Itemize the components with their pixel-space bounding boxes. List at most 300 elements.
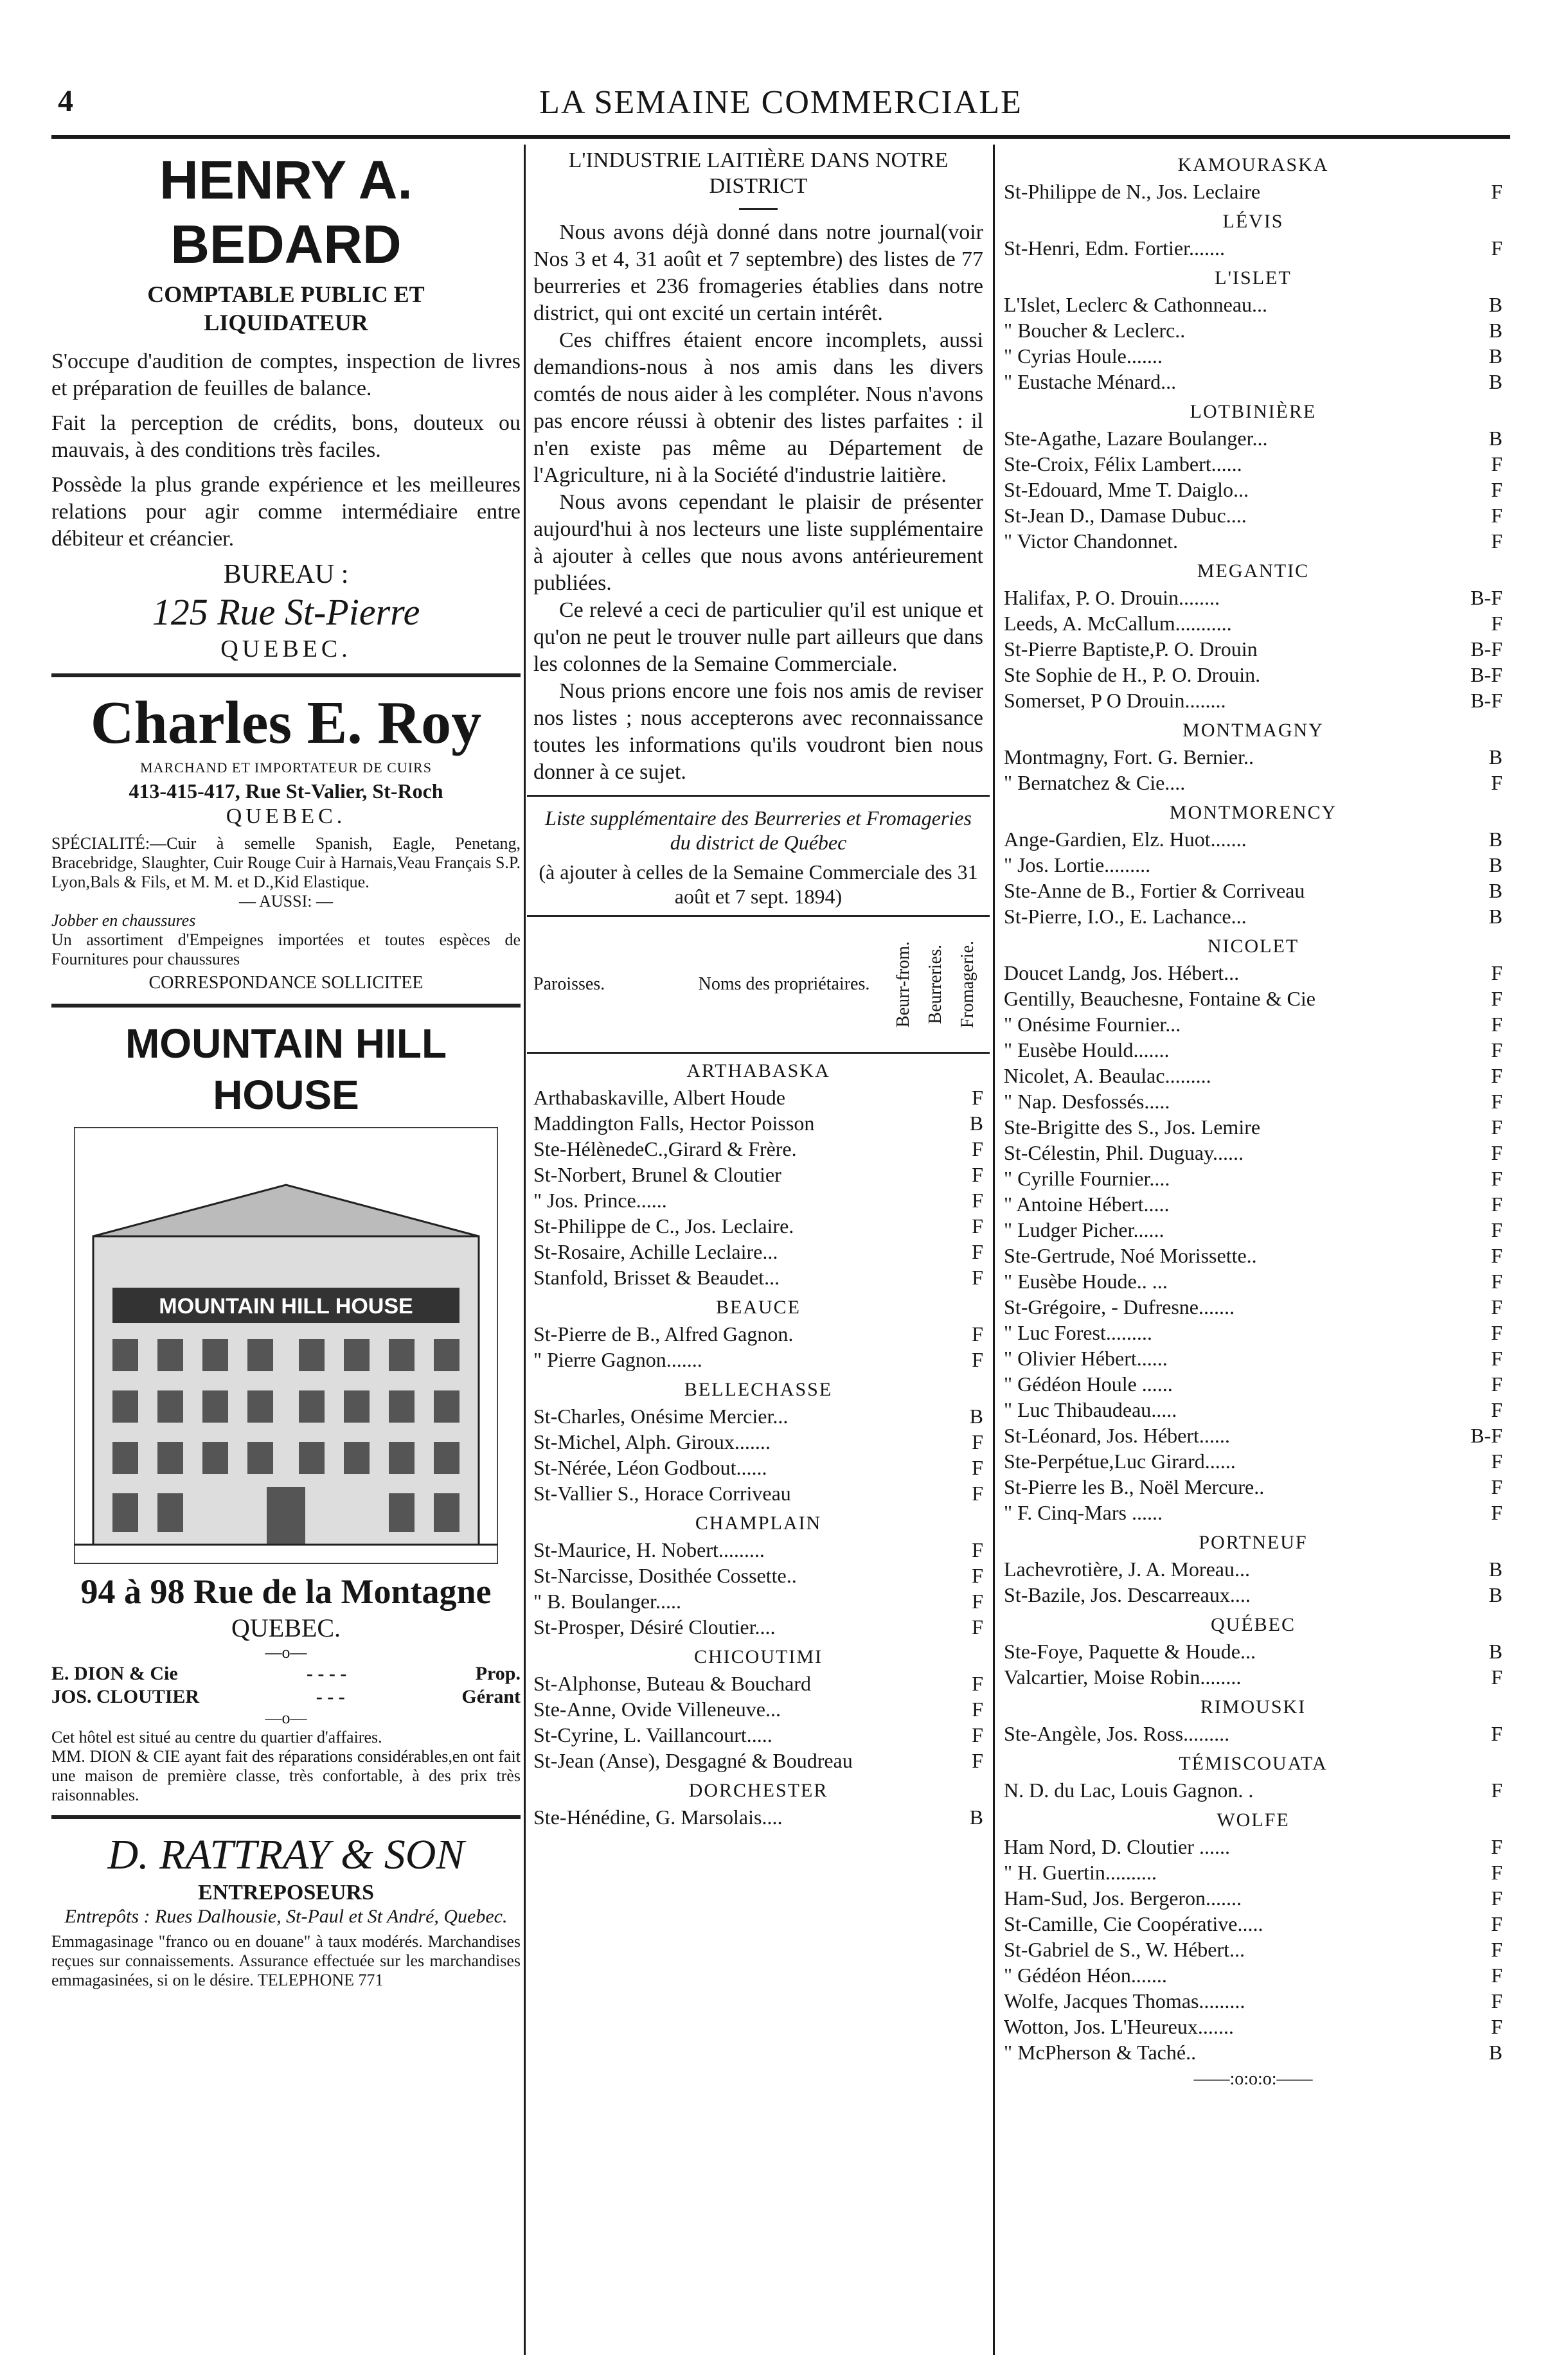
ad-separator	[51, 1815, 521, 1819]
advertisement-column	[51, 148, 521, 1990]
ad-bedard-text-2: Fait la perception de crédits, bons, douteux ou mauvais, à des conditions très faciles.	[51, 411, 521, 462]
county-heading: L'ISLET	[1215, 267, 1292, 289]
list-item	[1004, 1371, 1503, 1397]
list-item-name: Ham Nord, D. Cloutier ......	[1004, 1835, 1230, 1858]
list-item	[533, 1110, 983, 1136]
list-note: (à ajouter à celles de la Semaine Commerciale des 31 août et 7 sept. 1894)	[539, 860, 978, 908]
list-item	[1004, 369, 1503, 395]
list-item-name: " Boucher & Leclerc..	[1004, 319, 1186, 342]
list-item	[533, 1162, 983, 1187]
list-item-type: F	[1491, 1064, 1503, 1087]
list-item	[1004, 1448, 1503, 1474]
list-item-type: B	[969, 1806, 983, 1829]
list-item-type: F	[1491, 1347, 1503, 1370]
list-item-name: St-Jean (Anse), Desgagné & Boudreau	[533, 1749, 853, 1772]
list-item-type: F	[972, 1456, 983, 1479]
list-item-name: St-Edouard, Mme T. Daiglo...	[1004, 478, 1249, 501]
county-heading: PORTNEUF	[1199, 1532, 1308, 1553]
list-item-type: B-F	[1470, 586, 1503, 609]
county-heading: TÉMISCOUATA	[1179, 1753, 1328, 1774]
list-item	[1004, 1320, 1503, 1345]
list-item-type: F	[1491, 1665, 1503, 1689]
list-item-name: St-Cyrine, L. Vaillancourt.....	[533, 1723, 772, 1746]
list-item-name: St-Narcisse, Dosithée Cossette..	[533, 1564, 797, 1587]
ad-charles-roy	[51, 688, 521, 993]
list-item	[1004, 1988, 1503, 2014]
county-heading: MONTMORENCY	[1169, 802, 1337, 823]
list-item	[1004, 1474, 1503, 1500]
list-item	[1004, 451, 1503, 477]
county-heading: BEAUCE	[716, 1297, 801, 1318]
article-paragraph: Nous prions encore une fois nos amis de reviser nos listes ; nous accepterons avec reconnaissance toutes les informations qu'ils voudront bien nous donner à ce sujet.	[533, 679, 983, 784]
list-item	[1004, 1962, 1503, 1988]
list-item-type: B	[969, 1112, 983, 1135]
end-mark: ——:o:o:o:——	[1193, 2069, 1313, 2089]
county-heading: KAMOURASKA	[1177, 154, 1329, 175]
list-item-type: F	[1491, 612, 1503, 635]
ad-hotel-manager	[51, 1685, 521, 1709]
list-item-name: Ste-Perpétue,Luc Girard......	[1004, 1450, 1236, 1473]
list-item	[533, 1213, 983, 1239]
list-item-name: St-Pierre Baptiste,P. O. Drouin	[1004, 637, 1258, 661]
list-item	[1004, 1294, 1503, 1320]
list-item-type: F	[1491, 987, 1503, 1010]
list-item-type: F	[1491, 1887, 1503, 1910]
list-item	[533, 1187, 983, 1213]
list-item-name: Wotton, Jos. L'Heureux.......	[1004, 2015, 1234, 2038]
list-item-type: F	[1491, 1450, 1503, 1473]
list-item-name: " Victor Chandonnet.	[1004, 529, 1178, 553]
ad-rattray-trade: ENTREPOSEURS	[198, 1881, 374, 1905]
ad-hotel-name: MOUNTAIN HILL HOUSE	[125, 1020, 447, 1118]
ad-roy-name: Charles E. Roy	[90, 689, 482, 756]
list-title: Liste supplémentaire des Beurreries et Fromageries du district de Québec	[545, 806, 972, 854]
column-rule-1	[524, 145, 526, 2355]
list-item-type: F	[972, 1672, 983, 1695]
list-item-type: B	[1488, 427, 1503, 450]
county-heading: ARTHABASKA	[686, 1060, 830, 1081]
ad-bedard-text-1: S'occupe d'audition de comptes, inspection de livres et préparation de feuilles de balance.	[51, 350, 521, 400]
list-item-type: F	[972, 1240, 983, 1263]
list-item-name: " Gédéon Houle ......	[1004, 1372, 1173, 1396]
list-item-type: F	[1491, 1938, 1503, 1961]
list-item-name: Ste-Hénédine, G. Marsolais....	[533, 1806, 783, 1829]
list-item-name: " Gédéon Héon.......	[1004, 1964, 1167, 1987]
ad-roy-jobber: Jobber en chaussures	[51, 911, 196, 930]
list-item	[533, 1265, 983, 1290]
list-item	[1004, 1268, 1503, 1294]
list-item-name: Halifax, P. O. Drouin........	[1004, 586, 1220, 609]
ad-hotel-prop-name: E. DION & Cie	[51, 1663, 178, 1684]
list-item-type: B-F	[1470, 663, 1503, 686]
list-item-name: Ste-Gertrude, Noé Morissette..	[1004, 1244, 1257, 1267]
list-item	[1004, 1556, 1503, 1582]
list-item-name: L'Islet, Leclerc & Cathonneau...	[1004, 293, 1268, 316]
list-item-name: Ange-Gardien, Elz. Huot.......	[1004, 828, 1247, 851]
list-item-name: " Luc Forest.........	[1004, 1321, 1152, 1344]
list-item	[533, 1614, 983, 1640]
list-item-type: B	[1488, 2041, 1503, 2064]
list-item-name: St-Pierre les B., Noël Mercure..	[1004, 1475, 1265, 1498]
header-noms: Noms des propriétaires.	[698, 974, 870, 994]
list-item-name: " Ludger Picher......	[1004, 1218, 1164, 1241]
list-item-name: St-Pierre de B., Alfred Gagnon.	[533, 1322, 794, 1345]
list-item-name: Nicolet, A. Beaulac.........	[1004, 1064, 1211, 1087]
list-item-type: F	[972, 1564, 983, 1587]
ad-hotel-address: 94 à 98 Rue de la Montagne	[80, 1572, 492, 1611]
list-item-name: Maddington Falls, Hector Poisson	[533, 1112, 815, 1135]
list-item	[533, 1804, 983, 1830]
list-item	[1004, 585, 1503, 610]
list-item-name: St-Léonard, Jos. Hébert......	[1004, 1424, 1230, 1447]
list-item-type: F	[1491, 1722, 1503, 1745]
list-rule	[527, 795, 990, 797]
ad-hotel-gerant-name: JOS. CLOUTIER	[51, 1686, 200, 1707]
list-item-type: F	[972, 1348, 983, 1371]
list-item-type: F	[972, 1322, 983, 1345]
list-item	[1004, 744, 1503, 770]
list-item-type: F	[1491, 1270, 1503, 1293]
page-number: 4	[58, 84, 73, 118]
list-item	[533, 1480, 983, 1506]
page-header	[58, 77, 1504, 129]
list-item-type: F	[972, 1723, 983, 1746]
list-item	[1004, 179, 1503, 204]
list-item	[1004, 903, 1503, 929]
ad-hotel-separator: —o—	[265, 1709, 307, 1727]
header-paroisses: Paroisses.	[533, 974, 605, 994]
list-item	[1004, 528, 1503, 554]
county-heading: RIMOUSKI	[1200, 1696, 1307, 1718]
list-item	[1004, 1191, 1503, 1217]
county-heading: LOTBINIÈRE	[1190, 401, 1317, 422]
list-item	[533, 1429, 983, 1455]
list-item-name: " Eusèbe Houde.. ...	[1004, 1270, 1168, 1293]
list-item-name: " Antoine Hébert.....	[1004, 1193, 1170, 1216]
list-item	[1004, 1397, 1503, 1423]
list-item	[1004, 636, 1503, 662]
list-item-name: " Eustache Ménard...	[1004, 370, 1177, 393]
ad-roy-specialty: SPÉCIALITÉ:—Cuir à semelle Spanish, Eagle, Penetang, Bracebridge, Slaughter, Cuir Rouge Cuir à Harnais,Veau Français S.P. Lyon,Bals & Fils, et M. M. et D.,Kid Elastique.	[51, 834, 521, 891]
ad-roy-correspondence: CORRESPONDANCE SOLLICITEE	[148, 973, 424, 993]
list-item-type: B	[1488, 745, 1503, 768]
list-item	[533, 1696, 983, 1722]
list-item-type: B	[969, 1405, 983, 1428]
list-item	[1004, 292, 1503, 317]
list-item-name: Valcartier, Moise Robin........	[1004, 1665, 1242, 1689]
list-item	[1004, 1860, 1503, 1885]
list-item-type: F	[1491, 1295, 1503, 1319]
list-item-name: Ste-Croix, Félix Lambert......	[1004, 452, 1242, 475]
article-column	[527, 148, 990, 1830]
list-item-name: Ste-Angèle, Jos. Ross.........	[1004, 1722, 1230, 1745]
list-item-type: F	[1491, 1141, 1503, 1164]
ad-roy-trade: MARCHAND ET IMPORTATEUR DE CUIRS	[140, 759, 432, 776]
supplement-list-part-2	[996, 154, 1510, 2065]
list-item-type: F	[1491, 1115, 1503, 1139]
list-item-type: F	[1491, 1501, 1503, 1524]
list-item-type: F	[1491, 1989, 1503, 2012]
list-item-name: St-Philippe de N., Jos. Leclaire	[1004, 180, 1261, 203]
list-item-type: F	[972, 1698, 983, 1721]
list-item	[1004, 878, 1503, 903]
list-item-type: F	[972, 1266, 983, 1289]
list-item-type: F	[1491, 771, 1503, 794]
list-item	[533, 1563, 983, 1588]
list-item	[533, 1403, 983, 1429]
list-item	[1004, 1063, 1503, 1088]
list-item-type: F	[972, 1615, 983, 1638]
ad-roy-aussi: — AUSSI: —	[239, 892, 333, 910]
list-item-name: St-Henri, Edm. Fortier.......	[1004, 236, 1225, 260]
list-item	[1004, 1937, 1503, 1962]
county-heading: WOLFE	[1217, 1809, 1290, 1831]
ad-roy-assortment: Un assortiment d'Empeignes importées et toutes espèces de Fournitures pour chaussures	[51, 930, 521, 968]
list-item-type: F	[972, 1086, 983, 1109]
list-item-type: B	[1488, 1558, 1503, 1581]
list-item-name: St-Gabriel de S., W. Hébert...	[1004, 1938, 1245, 1961]
list-item-name: Ste-Anne, Ovide Villeneuve...	[533, 1698, 781, 1721]
list-item-type: F	[972, 1538, 983, 1561]
list-item	[1004, 1638, 1503, 1664]
list-item-type: F	[972, 1430, 983, 1453]
list-item-name: St-Nérée, Léon Godbout......	[533, 1456, 767, 1479]
list-item-type: F	[972, 1214, 983, 1238]
list-item	[533, 1722, 983, 1748]
list-item-type: F	[972, 1482, 983, 1505]
list-item-type: F	[1491, 1372, 1503, 1396]
list-item-name: St-Maurice, H. Nobert.........	[533, 1538, 765, 1561]
list-item	[1004, 1345, 1503, 1371]
list-item-name: " Cyrias Houle.......	[1004, 344, 1163, 368]
county-heading: BELLECHASSE	[684, 1379, 833, 1400]
list-item-name: Leeds, A. McCallum...........	[1004, 612, 1232, 635]
list-item-type: B	[1488, 853, 1503, 876]
list-item-name: St-Alphonse, Buteau & Bouchard	[533, 1672, 811, 1695]
list-item-type: B-F	[1470, 689, 1503, 712]
list-item-name: St-Bazile, Jos. Descarreaux....	[1004, 1583, 1251, 1606]
list-item-type: F	[1491, 1090, 1503, 1113]
supplement-list-part-1	[527, 1060, 990, 1830]
list-item-type: F	[1491, 2015, 1503, 2038]
title-rule	[739, 208, 778, 210]
list-item-type: F	[1491, 529, 1503, 553]
ad-hotel-gerant-role: Gérant	[461, 1686, 521, 1707]
ad-rattray	[51, 1829, 521, 1990]
list-item	[1004, 425, 1503, 451]
list-item-name: Ste Sophie de H., P. O. Drouin.	[1004, 663, 1261, 686]
ad-bedard-bureau: BUREAU :	[223, 560, 349, 589]
list-item-type: F	[1491, 1779, 1503, 1802]
list-item-name: Wolfe, Jacques Thomas.........	[1004, 1989, 1245, 2012]
list-item	[1004, 1664, 1503, 1690]
list-item-type: B	[1488, 828, 1503, 851]
list-item-name: Somerset, P O Drouin........	[1004, 689, 1226, 712]
list-item-name: Doucet Landg, Jos. Hébert...	[1004, 961, 1240, 984]
article-paragraph: Nous avons déjà donné dans notre journal(voir Nos 3 et 4, 31 août et 7 septembre) des listes de 77 beurreries et 236 fromageries établies dans notre district, qui ont excité un certain intérêt.	[533, 220, 983, 325]
header-beurr-from: Beurr-from.	[893, 941, 913, 1027]
list-item-type: F	[1491, 504, 1503, 527]
list-item-name: " Nap. Desfossés.....	[1004, 1090, 1170, 1113]
list-item	[1004, 1834, 1503, 1860]
ad-hotel-prop-dashes: - - - -	[306, 1663, 347, 1684]
list-item-type: B	[1488, 370, 1503, 393]
ad-bedard-address: 125 Rue St-Pierre	[152, 591, 420, 633]
list-item-name: Lachevrotière, J. A. Moreau...	[1004, 1558, 1250, 1581]
county-heading: MEGANTIC	[1197, 560, 1310, 582]
list-item	[1004, 1217, 1503, 1243]
county-heading: LÉVIS	[1222, 211, 1284, 232]
list-item	[533, 1347, 983, 1372]
list-column	[996, 148, 1510, 2090]
list-item-name: " Jos. Prince......	[533, 1189, 667, 1212]
list-item	[533, 1671, 983, 1696]
list-item-name: Stanfold, Brisset & Beaudet...	[533, 1266, 780, 1289]
list-item	[1004, 2039, 1503, 2065]
list-item	[1004, 1114, 1503, 1140]
list-item	[1004, 1885, 1503, 1911]
list-item	[1004, 2014, 1503, 2039]
list-item-name: St-Pierre, I.O., E. Lachance...	[1004, 905, 1247, 928]
ad-hotel-city: QUEBEC.	[231, 1613, 341, 1642]
list-item-name: " Cyrille Fournier....	[1004, 1167, 1170, 1190]
list-item	[1004, 1777, 1503, 1803]
list-item-name: St-Charles, Onésime Mercier...	[533, 1405, 789, 1428]
list-item-name: St-Rosaire, Achille Leclaire...	[533, 1240, 778, 1263]
list-item-name: St-Grégoire, - Dufresne.......	[1004, 1295, 1235, 1319]
list-item-name: St-Norbert, Brunel & Cloutier	[533, 1163, 781, 1186]
list-item	[533, 1239, 983, 1265]
list-item	[1004, 1721, 1503, 1746]
list-item-type: F	[972, 1163, 983, 1186]
article-paragraph: Ce relevé a ceci de particulier qu'il est unique et qu'on ne peut le trouver nulle part ailleurs que dans les colonnes de la Semaine Commerciale.	[533, 598, 983, 676]
list-item-name: " Pierre Gagnon.......	[533, 1348, 702, 1371]
list-item	[533, 1748, 983, 1773]
county-heading: CHAMPLAIN	[695, 1513, 822, 1534]
ad-hotel-proprietor	[51, 1662, 521, 1685]
list-item-name: " Bernatchez & Cie....	[1004, 771, 1186, 794]
list-item	[533, 1321, 983, 1347]
list-item	[1004, 610, 1503, 636]
header-rule	[51, 135, 1510, 139]
list-item	[533, 1588, 983, 1614]
list-item	[1004, 1500, 1503, 1525]
list-item-name: " B. Boulanger.....	[533, 1590, 681, 1613]
county-heading: NICOLET	[1207, 936, 1299, 957]
list-item-type: F	[972, 1137, 983, 1160]
ad-separator	[51, 673, 521, 677]
hotel-sign-text: MOUNTAIN HILL HOUSE	[159, 1294, 413, 1319]
header-beurreries: Beurreries.	[925, 945, 945, 1024]
list-item-type: B	[1488, 1583, 1503, 1606]
header-fromagerie: Fromagerie.	[958, 940, 977, 1029]
ad-separator	[51, 1004, 521, 1008]
article-title: L'INDUSTRIE LAITIÈRE DANS NOTRE DISTRICT	[568, 148, 949, 198]
list-item-name: St-Vallier S., Horace Corriveau	[533, 1482, 791, 1505]
list-item-name: " H. Guertin..........	[1004, 1861, 1157, 1884]
list-item-type: F	[1491, 180, 1503, 203]
list-item-type: F	[1491, 452, 1503, 475]
list-item-name: N. D. du Lac, Louis Gagnon. .	[1004, 1779, 1254, 1802]
list-item-type: F	[972, 1189, 983, 1212]
list-item	[533, 1455, 983, 1480]
list-item-type: F	[1491, 1244, 1503, 1267]
list-item-type: B-F	[1470, 1424, 1503, 1447]
list-item	[1004, 343, 1503, 369]
list-item	[1004, 1140, 1503, 1166]
list-item-type: B	[1488, 344, 1503, 368]
ad-henry-bedard	[51, 148, 521, 663]
list-item	[1004, 502, 1503, 528]
ad-roy-city: QUEBEC.	[226, 804, 346, 828]
list-item-name: Ste-Agathe, Lazare Boulanger...	[1004, 427, 1268, 450]
list-item-name: St-Camille, Cie Coopérative.....	[1004, 1912, 1263, 1935]
list-item-name: St-Michel, Alph. Giroux.......	[533, 1430, 771, 1453]
list-item	[1004, 770, 1503, 795]
list-item-type: F	[972, 1590, 983, 1613]
column-rule-2	[993, 145, 995, 2355]
ad-hotel-text-1: Cet hôtel est situé au centre du quartier d'affaires.	[51, 1728, 382, 1746]
list-item-type: B	[1488, 293, 1503, 316]
list-item	[1004, 852, 1503, 878]
ad-hotel-gerant-dashes: - - -	[316, 1686, 345, 1707]
ad-rattray-name: D. RATTRAY & SON	[107, 1831, 465, 1878]
ad-hotel-prop-role: Prop.	[475, 1663, 521, 1684]
ad-bedard-title-1: COMPTABLE PUBLIC ET	[147, 281, 425, 307]
list-item	[1004, 317, 1503, 343]
list-item	[1004, 662, 1503, 688]
list-item-name: St-Jean D., Damase Dubuc....	[1004, 504, 1247, 527]
ad-rattray-entrepots: Entrepôts : Rues Dalhousie, St-Paul et St André, Quebec.	[64, 1906, 508, 1927]
list-item-name: Ste-Brigitte des S., Jos. Lemire	[1004, 1115, 1261, 1139]
list-item	[1004, 1037, 1503, 1063]
list-item	[1004, 1911, 1503, 1937]
list-item	[1004, 986, 1503, 1011]
list-table-header	[527, 915, 990, 1054]
list-item-name: Ste-Foye, Paquette & Houde...	[1004, 1640, 1256, 1663]
list-item-type: B	[1488, 1640, 1503, 1663]
list-item-type: F	[1491, 1861, 1503, 1884]
county-heading: DORCHESTER	[688, 1780, 828, 1801]
list-item-type: F	[1491, 1912, 1503, 1935]
list-item-name: Ste-Anne de B., Fortier & Corriveau	[1004, 879, 1305, 902]
list-item	[1004, 1423, 1503, 1448]
list-item-name: " F. Cinq-Mars ......	[1004, 1501, 1163, 1524]
list-item	[1004, 826, 1503, 852]
list-item-name: Arthabaskaville, Albert Houde	[533, 1086, 785, 1109]
list-item-name: " Olivier Hébert......	[1004, 1347, 1168, 1370]
list-item	[1004, 1166, 1503, 1191]
article-paragraph: Ces chiffres étaient encore incomplets, aussi demandions-nous à nos amis dans les divers comtés de nous aider à les compléter. Nous n'avons pas encore réussi à obtenir des listes parfaites : il n'en existe pas même au Département de l'Agriculture, ni à la Société d'industrie laitière.	[533, 328, 983, 487]
list-item-type: F	[1491, 1193, 1503, 1216]
article-paragraph: Nous avons cependant le plaisir de présenter aujourd'hui à nos lecteurs une liste supplémentaire à ajouter à celles que nous avons antérieurement publiées.	[533, 490, 983, 595]
list-item	[1004, 1011, 1503, 1037]
list-item	[1004, 960, 1503, 986]
list-item-name: St-Prosper, Désiré Cloutier....	[533, 1615, 776, 1638]
publication-title: LA SEMAINE COMMERCIALE	[539, 84, 1022, 121]
list-item-name: " McPherson & Taché..	[1004, 2041, 1197, 2064]
list-item-type: F	[1491, 478, 1503, 501]
list-item-name: " Onésime Fournier...	[1004, 1013, 1181, 1036]
county-heading: CHICOUTIMI	[694, 1646, 823, 1667]
list-item-name: " Jos. Lortie.........	[1004, 853, 1151, 876]
ad-rattray-note: Emmagasinage "franco ou en douane" à taux modérés. Marchandises reçues sur connaissements. Assurance effectuée sur les marchandises emmagasinées, si on le désire. TELEPHONE 771	[51, 1932, 521, 1989]
ad-bedard-city: QUEBEC.	[220, 635, 352, 662]
list-item	[1004, 688, 1503, 713]
list-item	[1004, 1243, 1503, 1268]
list-item	[533, 1085, 983, 1110]
ad-bedard-title-2: LIQUIDATEUR	[204, 310, 368, 335]
